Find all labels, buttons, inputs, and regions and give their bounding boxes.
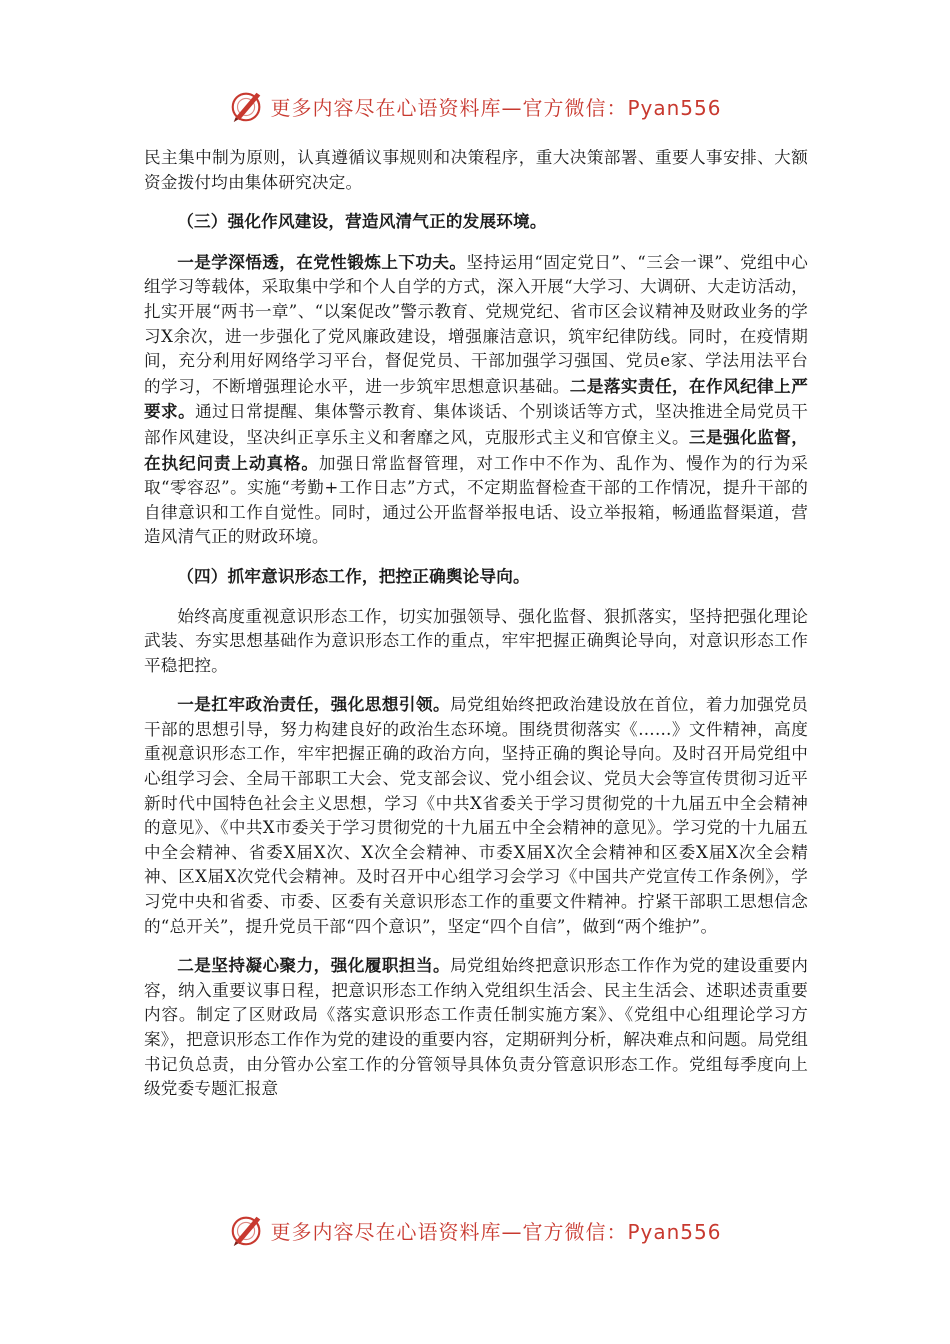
banner-text: 更多内容尽在心语资料库—官方微信：Pyan556 <box>270 1219 722 1244</box>
bold-lead-3: 三是强化监督，在执纪问责上动真格。 <box>144 426 808 473</box>
pen-logo-icon <box>228 87 266 125</box>
banner-text: 更多内容尽在心语资料库—官方微信：Pyan556 <box>270 95 722 120</box>
paragraph-text-3: 加强日常监督管理，对工作中不作为、乱作为、慢作为的行为采取“零容忍”。实施“考勤+工作日志”方式，不定期监督检查干部的工作情况，提升干部的自律意识和工作自觉性。同时，通过公开监督举报电话、设立举报箱，畅通监督渠道，营造风清气正的财政环境。 <box>144 453 808 547</box>
paragraph-text-1: 坚持运用“固定党日”、“三会一课”、党组中心组学习等载体，采取集中学和个人自学的方式，深入开展“大学习、大调研、大走访活动，扎实开展“两书一章”、“以案促改”警示教育、党规党纪、省市区会议精神及财政业务的学习X余次，进一步强化了党风廉政建设，增强廉洁意识，筑牢纪律防线。同时，在疫情期间，充分利用好网络学习平台，督促党员、干部加强学习强国、党员e家、学法用法平台的学习，不断增强理论水平，进一步筑牢思想意识基础。 <box>144 252 808 396</box>
footer-banner <box>0 1208 950 1252</box>
paragraph-continuation: 民主集中制为原则，认真遵循议事规则和决策程序，重大决策部署、重要人事安排、大额资金拨付均由集体研究决定。 <box>144 148 808 192</box>
paragraph-cohesion <box>144 953 808 1102</box>
bold-lead-cohesion: 二是坚持凝心聚力，强化履职担当。 <box>177 955 451 976</box>
paragraph-style-building <box>144 250 808 550</box>
paragraph-political-responsibility <box>144 692 808 939</box>
pen-logo-icon <box>228 1211 266 1249</box>
bold-lead-1: 一是学深悟透，在党性锻炼上下功夫。 <box>177 251 467 272</box>
document-body <box>144 146 808 1116</box>
bold-lead-political: 一是扛牢政治责任，强化思想引领。 <box>177 694 451 715</box>
section-heading-3: （三）强化作风建设，营造风清气正的发展环境。 <box>177 211 547 232</box>
header-banner <box>0 84 950 128</box>
paragraph-ideology-intro: 始终高度重视意识形态工作，切实加强领导、强化监督、狠抓落实，坚持把强化理论武装、夯实思想基础作为意识形态工作的重点，牢牢把握正确舆论导向，对意识形态工作平稳把控。 <box>144 606 808 675</box>
bold-lead-2: 二是落实责任，在作风纪律上严要求。 <box>144 375 808 422</box>
paragraph-text-political: 局党组始终把政治建设放在首位，着力加强党员干部的思想引导，努力构建良好的政治生态环境。围绕贯彻落实《……》文件精神，高度重视意识形态工作，牢牢把握正确的政治方向，坚持正确的舆论导向。及时召开局党组中心组学习会、全局干部职工大会、党支部会议、党小组会议、党员大会等宣传贯彻习近平新时代中国特色社会主义思想，学习《中共X省委关于学习贯彻党的十九届五中全会精神的意见》、《中共X市委关于学习贯彻党的十九届五中全会精神的意见》。学习党的十九届五中全会精神、省委X届X次、X次全会精神、市委X届X次全会精神和区委X届X次全会精神、区X届X次党代会精神。及时召开中心组学习会学习《中国共产党宣传工作条例》，学习党中央和省委、市委、区委有关意识形态工作的重要文件精神。拧紧干部职工思想信念的“总开关”，提升党员干部“四个意识”，坚定“四个自信”，做到“两个维护”。 <box>144 695 809 936</box>
paragraph-text-2: 通过日常提醒、集体警示教育、集体谈话、个别谈话等方式，坚决推进全局党员干部作风建设，坚决纠正享乐主义和奢靡之风，克服形式主义和官僚主义。 <box>144 402 809 447</box>
paragraph-text-cohesion: 局党组始终把意识形态工作作为党的建设重要内容，纳入重要议事日程，把意识形态工作纳入党组织生活会、民主生活会、述职述责重要内容。制定了区财政局《落实意识形态工作责任制实施方案》、《党组中心组理论学习方案》，把意识形态工作作为党的建设的重要内容，定期研判分析，解决难点和问题。局党组书记负总责，由分管办公室工作的分管领导具体负责分管意识形态工作。党组每季度向上级党委专题汇报意 <box>144 956 809 1099</box>
section-heading-4: （四）抓牢意识形态工作，把控正确舆论导向。 <box>177 565 530 586</box>
